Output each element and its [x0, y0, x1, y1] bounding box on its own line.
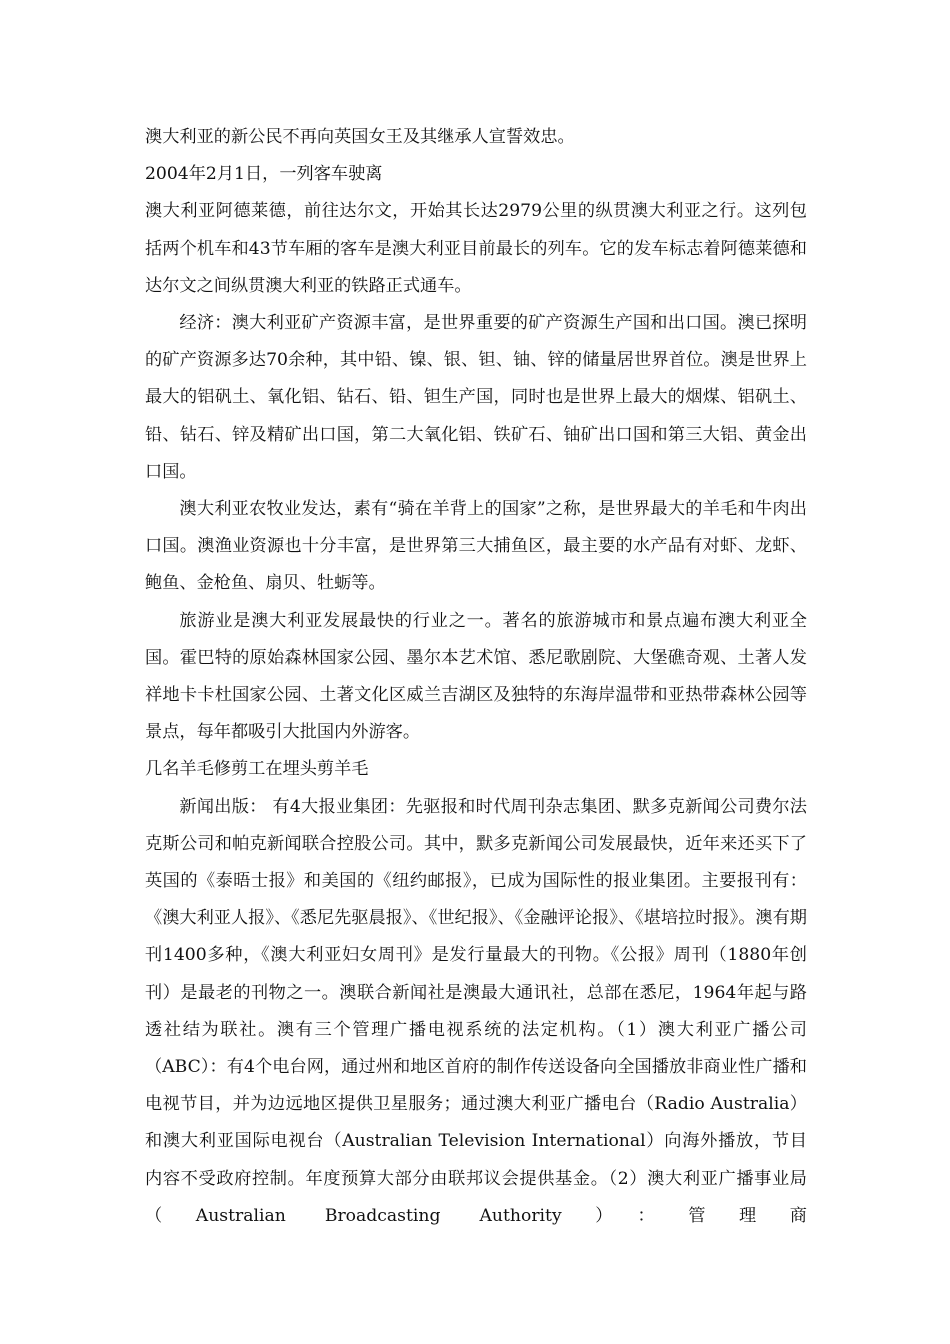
paragraph-news-media: 新闻出版： 有4大报业集团：先驱报和时代周刊杂志集团、默多克新闻公司费尔法克斯公司和帕克新闻联合控股公司。其中，默多克新闻公司发展最快，近年来还买下了英国的《泰晤士报》和美国的《纽约邮报》，已成为国际性的报业集团。主要报刊有：《澳大利亚人报》、《悉尼先驱晨报》、《世纪报》、《金融评论报》、《堪培拉时报》。澳有期刊1400多种，《澳大利亚妇女周刊》是发行量最大的刊物。《公报》周刊（1880年创刊）是最老的刊物之一。澳联合新闻社是澳最大通讯社，总部在悉尼，1964年起与路透社结为联社。澳有三个管理广播电视系统的法定机构。（1）澳大利亚广播公司（ABC）：有4个电台网，通过州和地区首府的制作传送设备向全国播放非商业性广播和电视节目，并为边远地区提供卫星服务；通过澳大利亚广播电台（Radio Australia）和澳大利亚国际电视台（Australian Television International）向海外播放，节目内容不受政府控制。年度预算大部分由联邦议会提供基金。（2）澳大利亚广播事业局（Australian Broadcasting Authority）：管理商 — [145, 796, 807, 1226]
paragraph-agriculture: 澳大利亚农牧业发达，素有“骑在羊背上的国家”之称，是世界最大的羊毛和牛肉出口国。澳渔业资源也十分丰富，是世界第三大捕鱼区，最主要的水产品有对虾、龙虾、鲍鱼、金枪鱼、扇贝、牡蛎等。 — [145, 499, 807, 594]
paragraph-tourism: 旅游业是澳大利亚发展最快的行业之一。著名的旅游城市和景点遍布澳大利亚全国。霍巴特的原始森林国家公园、墨尔本艺术馆、悉尼歌剧院、大堡礁奇观、土著人发祥地卡卡杜国家公园、土著文化区威兰吉湖区及独特的东海岸温带和亚热带森林公园等景点，每年都吸引大批国内外游客。 — [145, 610, 807, 743]
paragraph-sheep-shearing: 几名羊毛修剪工在埋头剪羊毛 — [145, 759, 369, 780]
document-body — [145, 119, 807, 1235]
paragraph-railway: 澳大利亚阿德莱德，前往达尔文，开始其长达2979公里的纵贯澳大利亚之行。这列包括两个机车和43节车厢的客车是澳大利亚目前最长的列车。它的发车标志着阿德莱德和达尔文之间纵贯澳大利亚的铁路正式通车。 — [145, 201, 807, 296]
paragraph-economy: 经济：澳大利亚矿产资源丰富，是世界重要的矿产资源生产国和出口国。澳已探明的矿产资源多达70余种，其中铅、镍、银、钽、铀、锌的储量居世界首位。澳是世界上最大的铝矾土、氧化铝、钻石、铅、钽生产国，同时也是世界上最大的烟煤、铝矾土、铅、钻石、锌及精矿出口国，第二大氧化铝、铁矿石、铀矿出口国和第三大铝、黄金出口国。 — [145, 313, 807, 482]
paragraph-train-date: 2004年2月1日，一列客车驶离 — [145, 164, 383, 185]
paragraph-oath: 澳大利亚的新公民不再向英国女王及其继承人宣誓效忠。 — [145, 127, 575, 147]
